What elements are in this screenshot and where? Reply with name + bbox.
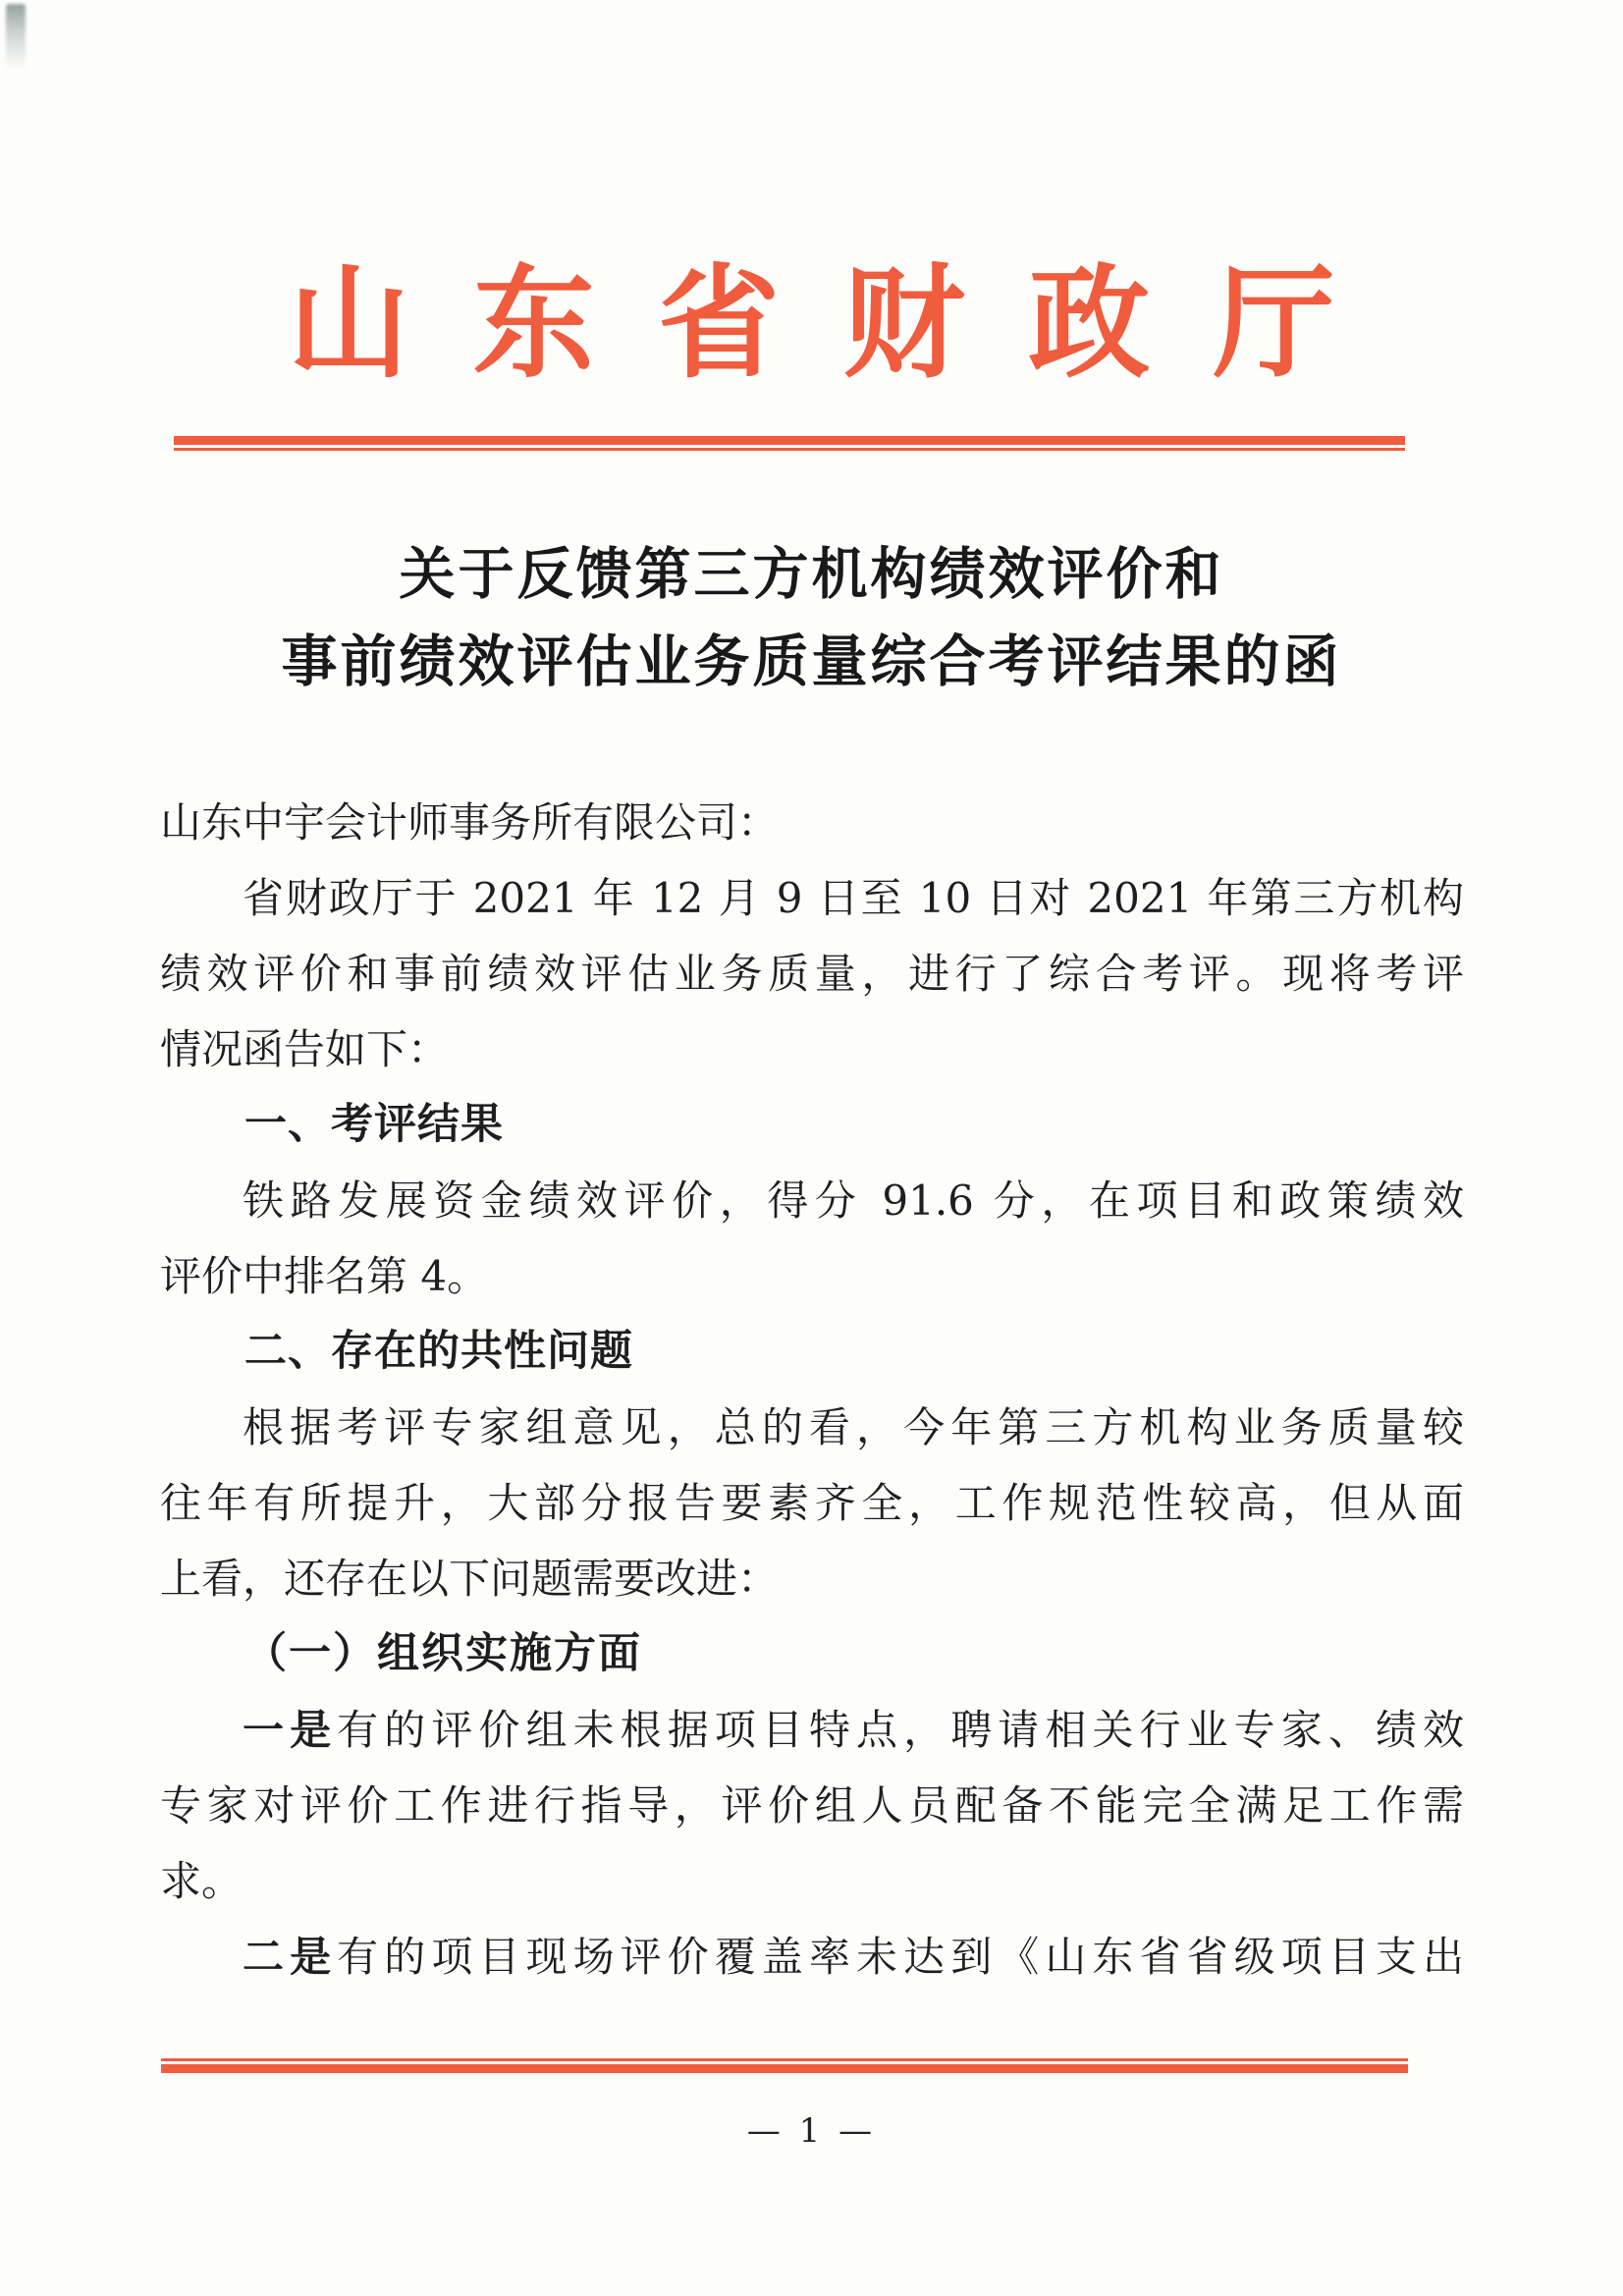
document-title-line1: 关于反馈第三方机构绩效评价和 bbox=[399, 541, 1224, 607]
body-line: 求。 bbox=[160, 1857, 243, 1905]
body-line: 情况函告如下： bbox=[160, 1025, 450, 1073]
section-heading: （一）组织实施方面 bbox=[244, 1629, 642, 1678]
body-line: 上看，还存在以下问题需要改进： bbox=[160, 1555, 780, 1603]
divider-thick-bar bbox=[161, 2064, 1408, 2073]
body-line: 专家对评价工作进行指导，评价组人员配备不能完全满足工作需 bbox=[160, 1781, 1464, 1830]
body-line: 根据考评专家组意见，总的看，今年第三方机构业务质量较 bbox=[243, 1403, 1464, 1451]
document-body bbox=[160, 785, 1464, 1995]
body-line: 一是有的评价组未根据项目特点，聘请相关行业专家、绩效 bbox=[243, 1706, 1464, 1754]
lead-emphasis: 一是 bbox=[243, 1706, 338, 1754]
body-line: 省财政厅于 2021 年 12 月 9 日至 10 日对 2021 年第三方机构 bbox=[243, 874, 1464, 922]
body-line: 二是有的项目现场评价覆盖率未达到《山东省省级项目支出 bbox=[243, 1933, 1464, 1981]
body-line: 铁路发展资金绩效评价，得分 91.6 分，在项目和政策绩效 bbox=[243, 1176, 1464, 1225]
document-title-line2: 事前绩效评估业务质量综合考评结果的函 bbox=[281, 629, 1342, 694]
scan-artifact bbox=[6, 4, 26, 69]
document-title bbox=[0, 530, 1623, 705]
footer-divider bbox=[161, 2058, 1408, 2073]
body-line: 山东中宇会计师事务所有限公司： bbox=[160, 798, 780, 847]
body-line: 绩效评价和事前绩效评估业务质量，进行了综合考评。现将考评 bbox=[160, 950, 1464, 998]
lead-emphasis: 二是 bbox=[243, 1933, 338, 1981]
section-heading: 二、存在的共性问题 bbox=[244, 1327, 633, 1376]
page-number: — 1 — bbox=[746, 2111, 877, 2151]
section-heading: 一、考评结果 bbox=[244, 1100, 504, 1149]
body-line: 往年有所提升，大部分报告要素齐全，工作规范性较高，但从面 bbox=[160, 1479, 1464, 1527]
body-line: 评价中排名第 4。 bbox=[160, 1252, 489, 1300]
divider-thin-line bbox=[174, 448, 1405, 451]
letterhead-divider bbox=[174, 436, 1405, 451]
issuer-letterhead: 山东省财政厅 bbox=[288, 252, 1399, 395]
divider-thick-bar bbox=[174, 436, 1405, 445]
